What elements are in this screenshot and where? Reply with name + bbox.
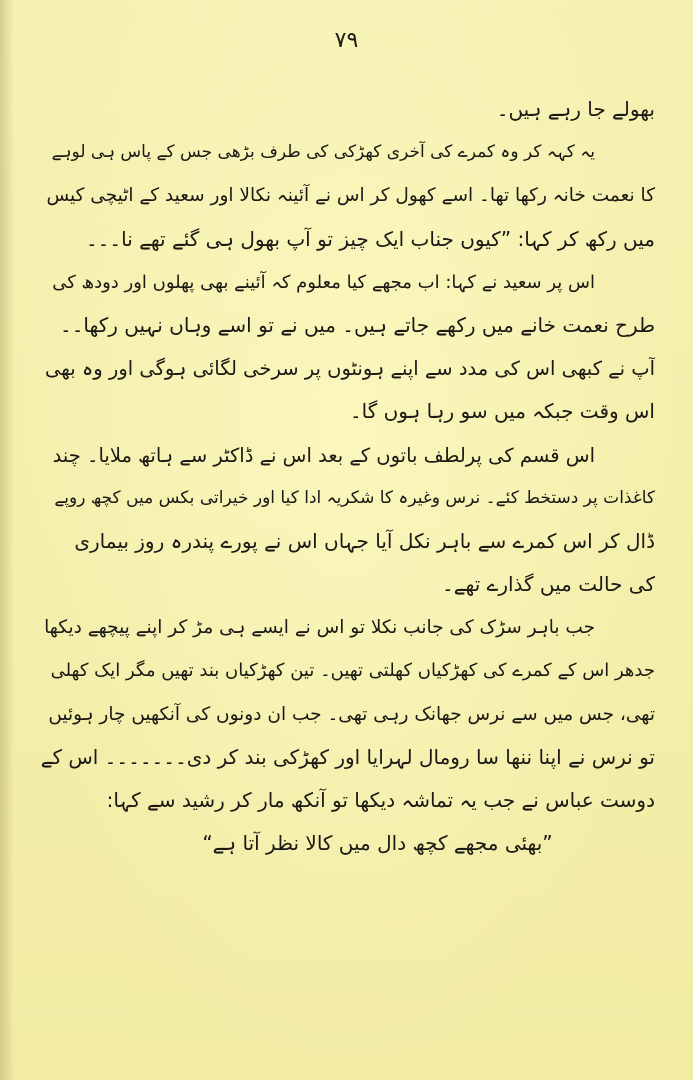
text-line: بھولے جا رہے ہیں۔: [496, 97, 655, 121]
text-line: دوست عباس نے جب یہ تماشہ دیکھا تو آنکھ مار کر رشید سے کہا:: [106, 788, 655, 812]
text-line: کا نعمت خانہ رکھا تھا۔ اسے کھول کر اس نے آئینہ نکالا اور سعید کے اٹیچی کیس: [46, 185, 655, 207]
text-line: میں رکھ کر کہا: ”کیوں جناب ایک چیز تو آپ بھول ہی گئے تھے نا۔۔۔: [85, 226, 655, 251]
text-line: آپ نے کبھی اس کی مدد سے اپنے ہونٹوں پر سرخی لگائی ہوگی اور وہ بھی: [45, 357, 655, 381]
page-text: [40, 88, 655, 865]
text-line: جدھر اس کے کمرے کی کھڑکیاں کھلتی تھیں۔ تین کھڑکیاں بند تھیں مگر ایک کھلی: [50, 660, 655, 682]
text-line: تھی، جس میں سے نرس جھانک رہی تھی۔ جب ان دونوں کی آنکھیں چار ہوئیں: [48, 703, 655, 725]
text-line: جب باہر سڑک کی جانب نکلا تو اس نے ایسے ہی مڑ کر اپنے پیچھے دیکھا: [44, 617, 595, 639]
text-line: اس قسم کی پرلطف باتوں کے بعد اس نے ڈاکٹر سے ہاتھ ملایا۔ چند: [52, 443, 595, 467]
text-line: ڈال کر اس کمرے سے باہر نکل آیا جہاں اس نے پورے پندرہ روز بیماری: [74, 528, 655, 553]
text-line: ”بھئی مجھے کچھ دال میں کالا نظر آتا ہے“: [202, 831, 553, 856]
text-line: یہ کہہ کر وہ کمرے کی آخری کھڑکی کی طرف بڑھی جس کے پاس ہی لوہے: [51, 142, 595, 163]
page-number: ۷۹: [334, 28, 359, 53]
page-gutter-shadow: [0, 0, 14, 1080]
text-line: کی حالت میں گذارے تھے۔: [442, 572, 655, 597]
text-line: کاغذات پر دستخط کئے۔ نرس وغیرہ کا شکریہ ادا کیا اور خیراتی بکس میں کچھ روپے: [54, 487, 655, 508]
text-line: اس پر سعید نے کہا: اب مجھے کیا معلوم کہ آئینے بھی پھلوں اور دودھ کی: [52, 271, 595, 293]
text-line: تو نرس نے اپنا ننھا سا رومال لہرایا اور کھڑکی بند کر دی۔۔۔۔۔۔۔ اس کے: [40, 744, 655, 769]
text-line: اس وقت جبکہ میں سو رہا ہوں گا۔: [349, 399, 655, 424]
text-line: طرح نعمت خانے میں رکھے جاتے ہیں۔ میں نے تو اسے وہاں نہیں رکھا۔۔: [59, 312, 655, 337]
